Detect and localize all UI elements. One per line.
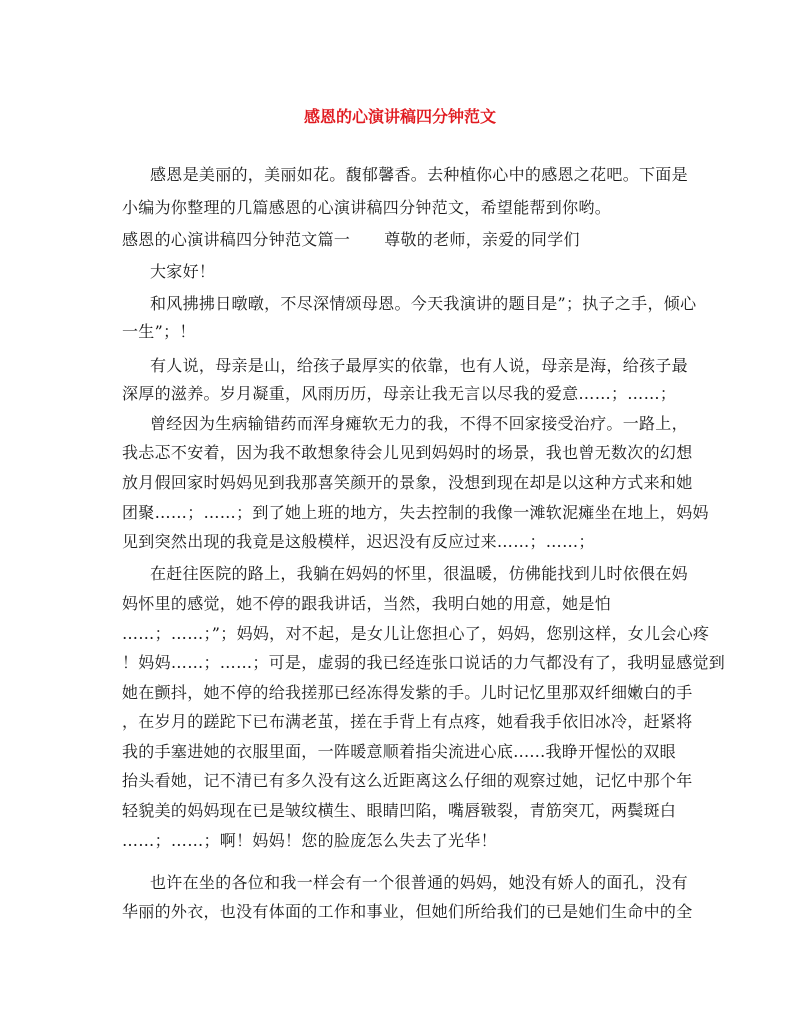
paragraph-line: 见到突然出现的我竟是这般模样，迟迟没有反应过来……；……； xyxy=(122,532,595,551)
paragraph-line: 放月假回家时妈妈见到我那喜笑颜开的景象，没想到现在却是以这种方式来和她 xyxy=(122,473,693,492)
paragraph-line: ，在岁月的蹉跎下已布满老茧，搓在手背上有点疼，她看我手依旧冰冷，赶紧将 xyxy=(122,712,693,731)
paragraph-line: 小编为你整理的几篇感恩的心演讲稿四分钟范文，希望能帮到你哟。 xyxy=(122,198,612,217)
document-title: 感恩的心演讲稿四分钟范文 xyxy=(303,107,496,126)
paragraph-line: ……；……；啊！妈妈！您的脸庞怎么失去了光华！ xyxy=(122,831,497,850)
paragraph-line: 妈怀里的感觉，她不停的跟我讲话，当然，我明白她的用意，她是怕 xyxy=(122,594,612,613)
paragraph-line: 大家好！ xyxy=(150,262,216,281)
section-heading xyxy=(122,229,682,251)
paragraph-line: 和风拂拂日暾暾，不尽深情颂母恩。今天我演讲的题目是”；执子之手，倾心 xyxy=(150,294,697,313)
paragraph-line: 她在颤抖，她不停的给我搓那已经冻得发紫的手。儿时记忆里那双纤细嫩白的手 xyxy=(122,683,693,702)
paragraph-line: 一生”；！ xyxy=(122,322,196,341)
paragraph-line: 感恩是美丽的，美丽如花。馥郁馨香。去种植你心中的感恩之花吧。下面是 xyxy=(150,165,688,184)
paragraph-line: 也许在坐的各位和我一样会有一个很普通的妈妈，她没有娇人的面孔，没有 xyxy=(150,873,688,892)
paragraph-line: 团聚……；……；到了她上班的地方，失去控制的我像一滩软泥瘫坐在地上，妈妈 xyxy=(122,503,709,522)
paragraph-line: ……；……；”；妈妈，对不起，是女儿让您担心了，妈妈，您别这样，女儿会心疼 xyxy=(122,624,710,643)
paragraph-line: 轻貌美的妈妈现在已是皱纹横生、眼睛凹陷，嘴唇皲裂，青筋突兀，两鬓斑白 xyxy=(122,801,677,820)
section-heading-greeting: 尊敬的老师，亲爱的同学们 xyxy=(384,230,580,249)
paragraph-line: 曾经因为生病输错药而浑身瘫软无力的我，不得不回家接受治疗。一路上， xyxy=(150,414,688,433)
paragraph-line: 我忐忑不安着，因为我不敢想象待会儿见到妈妈时的场景，我也曾无数次的幻想 xyxy=(122,443,693,462)
paragraph-line: 在赶往医院的路上，我躺在妈妈的怀里，很温暖，仿佛能找到儿时依偎在妈 xyxy=(150,564,688,583)
paragraph-line: 我的手塞进她的衣服里面，一阵暖意顺着指尖流进心底......我睁开惺忪的双眼 xyxy=(122,742,676,761)
paragraph-line: 华丽的外衣，也没有体面的工作和事业，但她们所给我们的已是她们生命中的全 xyxy=(122,902,693,921)
paragraph-line: 抬头看她，记不清已有多久没有这么近距离这么仔细的观察过她，记忆中那个年 xyxy=(122,771,693,790)
paragraph-line: 有人说，母亲是山，给孩子最厚实的依靠，也有人说，母亲是海，给孩子最 xyxy=(150,356,688,375)
paragraph-line: ！妈妈……；……；可是，虚弱的我已经连张口说话的力气都没有了，我明显感觉到 xyxy=(122,653,726,672)
paragraph-line: 深厚的滋养。岁月凝重，风雨历历，母亲让我无言以尽我的爱意……；……； xyxy=(122,384,677,403)
section-heading-title: 感恩的心演讲稿四分钟范文篇一 xyxy=(122,230,351,249)
